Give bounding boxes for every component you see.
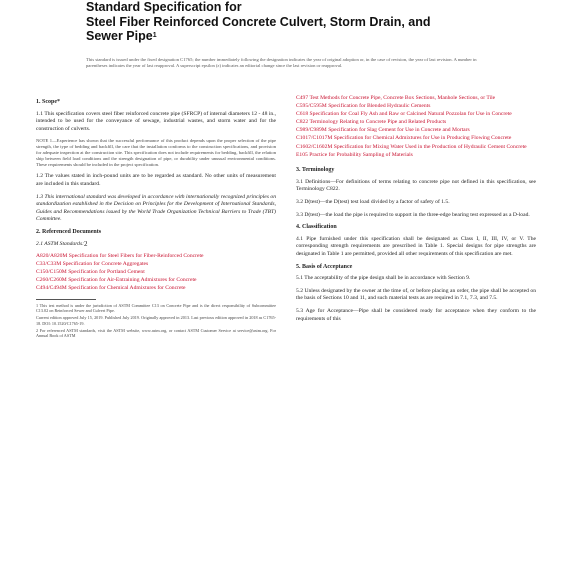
reference-link[interactable]: C595/C595M [296, 103, 327, 110]
reference-item: C497 Test Methods for Concrete Pipe, Concrete Box Sections, Manhole Sections, or Tile [296, 95, 496, 101]
paragraph-4-1: 4.1 Pipe furnished under this specification shall be designated as Class I, II, III, IV, or V. The corresponding strength requirements are prescribed in Table 1. Special designs for pipe strengths are designated in Table 1 are permitted, provided all other requirements of this specification are met. [296, 235, 536, 257]
footnote-2: 2 For referenced ASTM standards, visit the ASTM website, www.astm.org, or contact ASTM Customer Service at service@astm.org. For Annual Book of ASTM [36, 327, 276, 339]
note-1: NOTE 1—Experience has shown that the successful performance of this product depends upon the proper selection of the pipe strength, the type of bedding and backfill, the care that the installation conforms to the construction specifications, and provision for adequate inspection at the construction site. This specification does not include requirements for bedding, backfill, the relation ship between field load conditions and the strength designation of pipe, or durability under unusual environmental conditions. These requirements should be included in the project specification. [36, 138, 276, 167]
section-heading-scope: 1. Scope* [36, 99, 60, 105]
paragraph-3-2: 3.2 D(test)—the D(test) test load divided by a factor of safety of 1.5. [296, 199, 450, 206]
reference-item: E105 Practice for Probability Sampling of Materials [296, 151, 413, 158]
reference-link[interactable]: C618 [296, 111, 309, 118]
document-title [86, 0, 526, 44]
section-heading-classification: 4. Classification [296, 224, 337, 231]
paragraph-5-2: 5.2 Unless designated by the owner at the time of, or before placing an order, the pipe shall be accepted on the basis of Sections 10 and 11, and such material tests as are required in 7.1, 7.3, and 7.5. [296, 287, 536, 302]
right-column [296, 95, 536, 328]
standard-intro-note: This standard is issued under the fixed designation C1765; the number immediately following the designation indicates the year of original adoption or, in the case of revision, the year of last revision. A number in parentheses indicates the year of last reapproval. A superscript epsilon (ε) indicates an editorial change since the last revision or reapproval. [86, 57, 477, 68]
reference-link[interactable]: C497 [296, 95, 309, 101]
astm-footnote-marker[interactable]: 2 [84, 239, 88, 248]
paragraph-1-2: 1.2 The values stated in inch-pound units are to be regarded as standard. No other units of measurement are included in this standard. [36, 173, 276, 187]
reference-item: C494/C494M Specification for Chemical Admixtures for Concrete [36, 285, 186, 292]
paragraph-3-1: 3.1 Definitions—For definitions of terms relating to concrete pipe not defined in this specification, see Terminology C822. [296, 178, 536, 193]
footnote-divider [36, 299, 96, 300]
left-column [36, 95, 276, 340]
reference-item: C595/C595M Specification for Blended Hydraulic Cements [296, 103, 431, 110]
reference-item: C618 Specification for Coal Fly Ash and Raw or Calcined Natural Pozzolan for Use in Concrete [296, 111, 512, 118]
reference-link[interactable]: C33/C33M [36, 261, 62, 268]
section-heading-basis-of-acceptance: 5. Basis of Acceptance [296, 263, 353, 270]
title-footnote-marker[interactable]: 1 [152, 32, 157, 39]
section-heading-referenced-documents: 2. Referenced Documents [36, 228, 102, 235]
section-heading-terminology: 3. Terminology [296, 167, 335, 174]
reference-link[interactable]: E105 [296, 151, 308, 158]
reference-link[interactable]: C1017/C1017M [296, 135, 333, 142]
reference-link[interactable]: C150/C150M [36, 269, 67, 276]
reference-item: C989/C989M Specification for Slag Cement for Use in Concrete and Mortars [296, 127, 470, 134]
paragraph-5-3: 5.3 Age for Acceptance—Pipe shall be considered ready for acceptance when they conform to the requirements of this [296, 307, 536, 322]
paragraph-1-1: 1.1 This specification covers steel fiber reinforced concrete pipe (SFRCP) of internal diameters 12 - 48 in., intended to be used for the conveyance of sewage, industrial wastes, and storm water and for the construction of culverts. [36, 110, 276, 132]
title-line-1: Standard Specification for [86, 0, 242, 14]
astm-standards-label: 2.1 ASTM Standards:2 [36, 239, 88, 248]
reference-link[interactable]: C989/C989M [296, 127, 327, 134]
reference-link[interactable]: C260/C260M [36, 277, 67, 284]
paragraph-1-3: 1.3 This international standard was developed in accordance with internationally recognized principles on standardization established in the Decision on Principles for the Development of International Standards, Guides and Recommendations issued by the World Trade Organization Technical Barriers to Trade (TBT) Committee. [36, 193, 276, 223]
paragraph-3-3: 3.3 D(test)—the load the pipe is required to support in the three-edge bearing test expressed as a D-load. [296, 211, 530, 218]
reference-item: C260/C260M Specification for Air-Entraining Admixtures for Concrete [36, 277, 197, 284]
reference-item: C822 Terminology Relating to Concrete Pipe and Related Products [296, 119, 447, 126]
footnote-edition: Current edition approved July 15, 2019. Published July 2019. Originally approved in 2013. Last previous edition approved in 2018 as C1765-18. DOI: 10.1520/C1765-19. [36, 315, 276, 326]
reference-item: C1017/C1017M Specification for Chemical Admixtures for Use in Producing Flowing Concrete [296, 135, 512, 142]
reference-item: C33/C33M Specification for Concrete Aggregates [36, 261, 149, 268]
reference-link[interactable]: C822 [296, 119, 309, 126]
title-line-2: Steel Fiber Reinforced Concrete Culvert, Storm Drain, and [86, 14, 431, 29]
title-line-3: Sewer Pipe$^1$ [86, 29, 157, 43]
paragraph-5-1: 5.1 The acceptability of the pipe design shall be in accordance with Section 9. [296, 275, 471, 282]
footnote-1: 1 This test method is under the jurisdiction of ASTM Committee C13 on Concrete Pipe and is the direct responsibility of Subcommittee C13.02 on Reinforced Sewer and Culvert Pipe. [36, 303, 276, 314]
reference-item: C1602/C1602M Specification for Mixing Water Used in the Production of Hydraulic Cement Concrete [296, 143, 527, 150]
reference-list-right [296, 95, 536, 159]
reference-link[interactable]: C1602/C1602M [296, 143, 333, 150]
reference-list-left [36, 253, 276, 293]
reference-link[interactable]: A820/A820M [36, 253, 68, 260]
reference-item: A820/A820M Specification for Steel Fibers for Fiber-Reinforced Concrete [36, 253, 204, 260]
reference-link[interactable]: C494/C494M [36, 285, 67, 292]
reference-item: C150/C150M Specification for Portland Cement [36, 269, 145, 276]
